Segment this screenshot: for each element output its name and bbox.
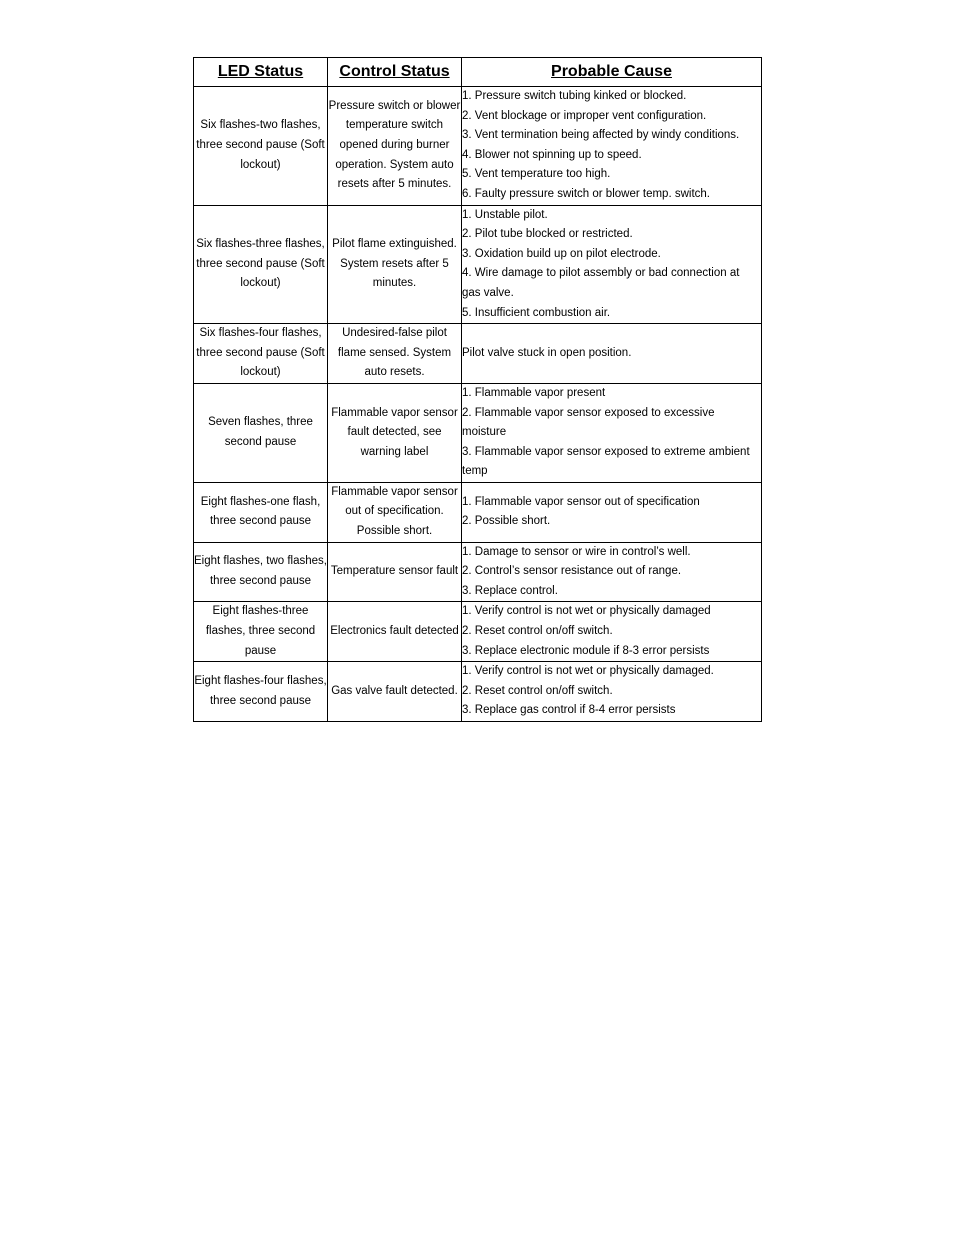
cause-line: 1. Damage to sensor or wire in control’s well.	[462, 545, 691, 558]
led-status-cell: Six flashes-three flashes, three second pause (Soft lockout)	[194, 205, 328, 324]
cause-line: 3. Replace control.	[462, 584, 558, 597]
cause-line: 3. Flammable vapor sensor exposed to extreme ambient temp	[462, 445, 750, 478]
header-led-status: LED Status	[194, 58, 328, 87]
probable-cause-cell	[462, 602, 762, 662]
cause-line: 2. Vent blockage or improper vent configuration.	[462, 109, 707, 122]
cause-line: 3. Vent termination being affected by windy conditions.	[462, 129, 740, 142]
cause-line: 3. Replace electronic module if 8-3 error persists	[462, 644, 710, 657]
led-status-cell: Six flashes-two flashes, three second pause (Soft lockout)	[194, 87, 328, 206]
control-status-cell: Gas valve fault detected.	[328, 662, 462, 722]
led-status-cell: Eight flashes, two flashes, three second pause	[194, 542, 328, 602]
led-status-cell: Seven flashes, three second pause	[194, 383, 328, 482]
probable-cause-cell	[462, 542, 762, 602]
cause-line: 4. Blower not spinning up to speed.	[462, 148, 642, 161]
probable-cause-cell	[462, 383, 762, 482]
cause-line: 1. Flammable vapor sensor out of specification	[462, 495, 700, 508]
cause-line: 4. Wire damage to pilot assembly or bad connection at gas valve.	[462, 267, 740, 299]
table-row	[194, 482, 762, 542]
table-row	[194, 662, 762, 722]
led-status-table	[193, 57, 762, 722]
led-status-cell: Eight flashes-four flashes, three second pause	[194, 662, 328, 722]
probable-cause-cell	[462, 205, 762, 324]
control-status-cell: Pressure switch or blower temperature switch opened during burner operation. System auto resets after 5 minutes.	[328, 87, 462, 206]
table-row	[194, 542, 762, 602]
table-row	[194, 383, 762, 482]
cause-line: 1. Unstable pilot.	[462, 208, 548, 221]
probable-cause-cell	[462, 482, 762, 542]
control-status-cell: Pilot flame extinguished. System resets after 5 minutes.	[328, 205, 462, 324]
led-status-cell: Six flashes-four flashes, three second pause (Soft lockout)	[194, 324, 328, 384]
table-row	[194, 205, 762, 324]
cause-line: 2. Pilot tube blocked or restricted.	[462, 228, 633, 241]
control-status-cell: Electronics fault detected	[328, 602, 462, 662]
control-status-cell: Undesired-false pilot flame sensed. System auto resets.	[328, 324, 462, 384]
led-status-cell: Eight flashes-three flashes, three second pause	[194, 602, 328, 662]
cause-line: 5. Insufficient combustion air.	[462, 306, 611, 319]
cause-line: 3. Replace gas control if 8-4 error persists	[462, 704, 676, 717]
probable-cause-cell	[462, 87, 762, 206]
cause-line: 2. Reset control on/off switch.	[462, 625, 613, 638]
table-row	[194, 87, 762, 206]
cause-line: 1. Pressure switch tubing kinked or blocked.	[462, 90, 687, 102]
control-status-cell: Flammable vapor sensor out of specification. Possible short.	[328, 482, 462, 542]
cause-line: 1. Verify control is not wet or physically damaged	[462, 605, 711, 618]
header-control-status: Control Status	[328, 58, 462, 87]
probable-cause-cell	[462, 662, 762, 722]
cause-line: 1. Flammable vapor present	[462, 386, 606, 399]
cause-line: Pilot valve stuck in open position.	[462, 346, 632, 359]
cause-line: 6. Faulty pressure switch or blower temp. switch.	[462, 187, 710, 200]
cause-line: 3. Oxidation build up on pilot electrode.	[462, 247, 661, 260]
cause-line: 2. Flammable vapor sensor exposed to excessive moisture	[462, 406, 715, 439]
header-probable-cause: Probable Cause	[462, 58, 762, 87]
cause-line: 5. Vent temperature too high.	[462, 168, 611, 181]
table-header-row	[194, 58, 762, 87]
led-status-cell: Eight flashes-one flash, three second pause	[194, 482, 328, 542]
cause-line: 2. Control’s sensor resistance out of range.	[462, 565, 682, 578]
cause-line: 2. Reset control on/off switch.	[462, 684, 613, 697]
table-row	[194, 602, 762, 662]
control-status-cell: Temperature sensor fault	[328, 542, 462, 602]
table-row	[194, 324, 762, 384]
cause-line: 2. Possible short.	[462, 515, 551, 528]
cause-line: 1. Verify control is not wet or physically damaged.	[462, 665, 714, 678]
control-status-cell: Flammable vapor sensor fault detected, see warning label	[328, 383, 462, 482]
probable-cause-cell	[462, 324, 762, 384]
